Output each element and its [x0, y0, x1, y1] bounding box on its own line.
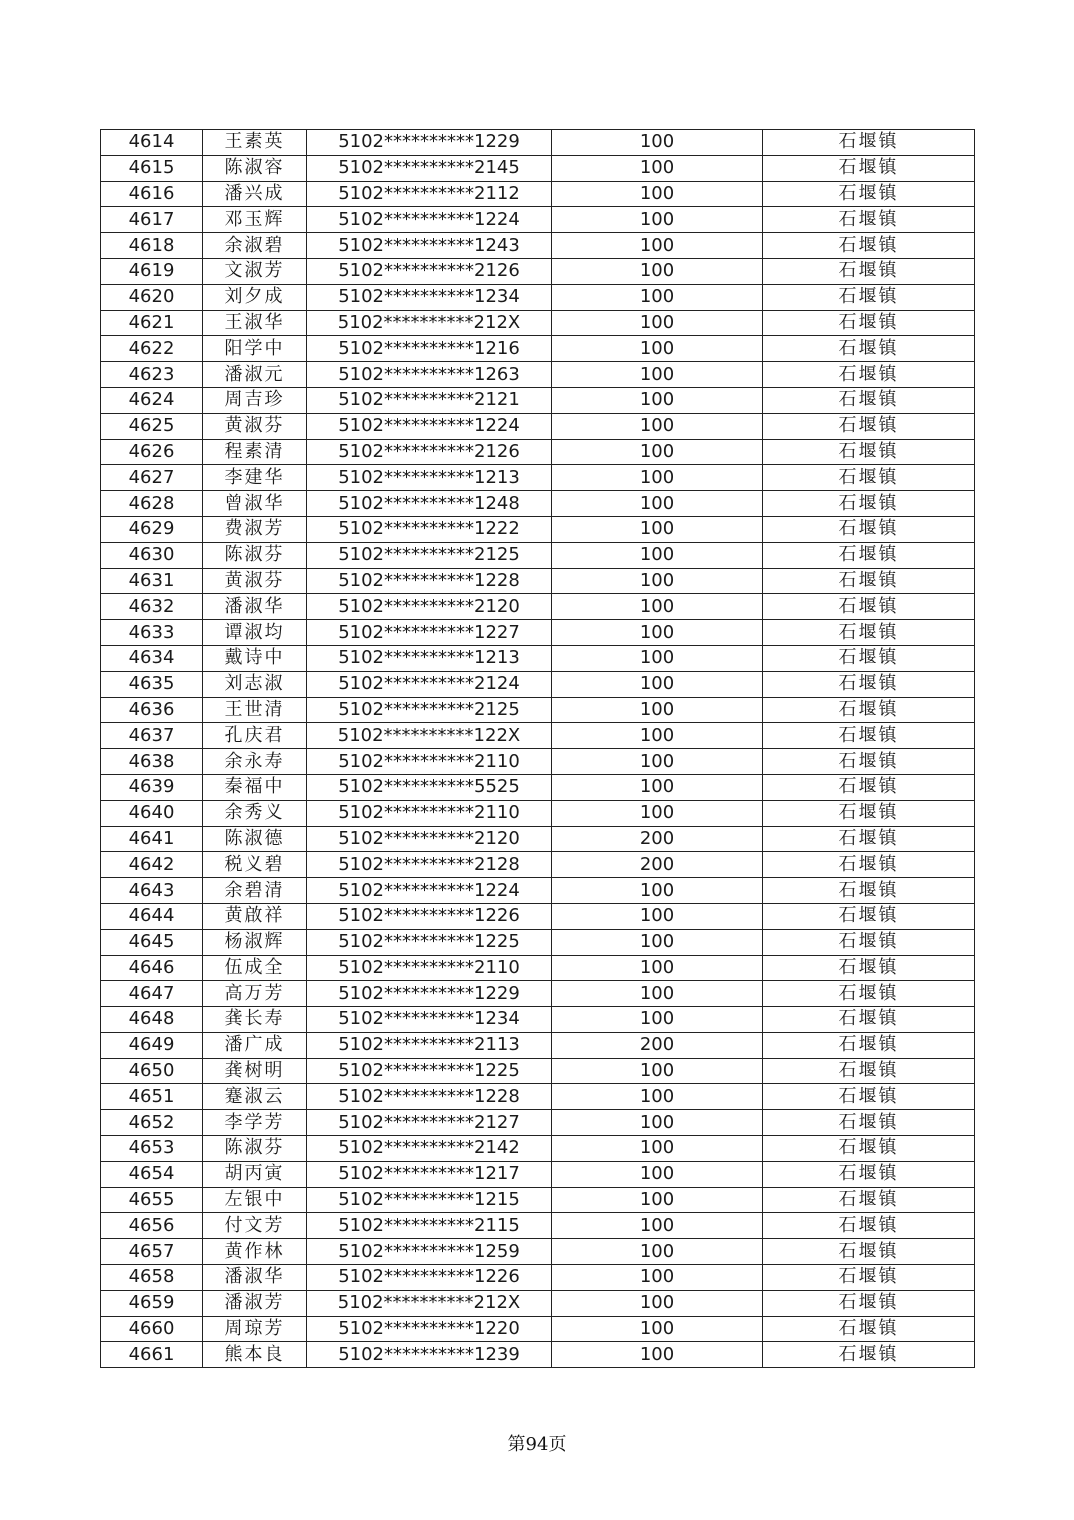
town-cell: 石堰镇: [763, 1058, 975, 1084]
id-number-cell: 5102**********1213: [307, 645, 552, 671]
name-cell: 戴诗中: [203, 645, 307, 671]
table-row: [101, 387, 975, 413]
amount-cell: 100: [552, 774, 763, 800]
table-row: [101, 1213, 975, 1239]
serial-number-cell: 4651: [101, 1084, 203, 1110]
table-row: [101, 516, 975, 542]
amount-cell: 100: [552, 929, 763, 955]
town-cell: 石堰镇: [763, 594, 975, 620]
name-cell: 李建华: [203, 465, 307, 491]
amount-cell: 100: [552, 130, 763, 156]
name-cell: 龚长寿: [203, 1007, 307, 1033]
amount-cell: 100: [552, 1058, 763, 1084]
id-number-cell: 5102**********1224: [307, 878, 552, 904]
table-row: [101, 1316, 975, 1342]
amount-cell: 100: [552, 981, 763, 1007]
name-cell: 王淑华: [203, 310, 307, 336]
amount-cell: 100: [552, 1342, 763, 1368]
serial-number-cell: 4626: [101, 439, 203, 465]
name-cell: 杨淑辉: [203, 929, 307, 955]
serial-number-cell: 4630: [101, 542, 203, 568]
table-row: [101, 903, 975, 929]
name-cell: 王素英: [203, 130, 307, 156]
table-row: [101, 1161, 975, 1187]
table-row: [101, 620, 975, 646]
town-cell: 石堰镇: [763, 1084, 975, 1110]
id-number-cell: 5102**********1229: [307, 981, 552, 1007]
name-cell: 费淑芳: [203, 516, 307, 542]
name-cell: 陈淑容: [203, 155, 307, 181]
town-cell: 石堰镇: [763, 826, 975, 852]
id-number-cell: 5102**********1248: [307, 491, 552, 517]
town-cell: 石堰镇: [763, 1342, 975, 1368]
amount-cell: 100: [552, 749, 763, 775]
id-number-cell: 5102**********1243: [307, 233, 552, 259]
table-row: [101, 1136, 975, 1162]
amount-cell: 100: [552, 1239, 763, 1265]
name-cell: 余淑碧: [203, 233, 307, 259]
serial-number-cell: 4627: [101, 465, 203, 491]
town-cell: 石堰镇: [763, 1032, 975, 1058]
serial-number-cell: 4656: [101, 1213, 203, 1239]
table-row: [101, 774, 975, 800]
name-cell: 付文芳: [203, 1213, 307, 1239]
amount-cell: 100: [552, 491, 763, 517]
table-row: [101, 723, 975, 749]
id-number-cell: 5102**********1225: [307, 1058, 552, 1084]
serial-number-cell: 4623: [101, 362, 203, 388]
table-row: [101, 1342, 975, 1368]
amount-cell: 100: [552, 181, 763, 207]
amount-cell: 100: [552, 1161, 763, 1187]
town-cell: 石堰镇: [763, 1136, 975, 1162]
table-row: [101, 542, 975, 568]
id-number-cell: 5102**********212X: [307, 310, 552, 336]
town-cell: 石堰镇: [763, 568, 975, 594]
name-cell: 周吉珍: [203, 387, 307, 413]
serial-number-cell: 4641: [101, 826, 203, 852]
amount-cell: 100: [552, 1110, 763, 1136]
town-cell: 石堰镇: [763, 1187, 975, 1213]
id-number-cell: 5102**********1229: [307, 130, 552, 156]
name-cell: 蹇淑云: [203, 1084, 307, 1110]
amount-cell: 100: [552, 1316, 763, 1342]
town-cell: 石堰镇: [763, 955, 975, 981]
name-cell: 邓玉辉: [203, 207, 307, 233]
name-cell: 黄淑芬: [203, 568, 307, 594]
id-number-cell: 5102**********2125: [307, 697, 552, 723]
town-cell: 石堰镇: [763, 1110, 975, 1136]
id-number-cell: 5102**********1263: [307, 362, 552, 388]
amount-cell: 100: [552, 336, 763, 362]
amount-cell: 100: [552, 465, 763, 491]
town-cell: 石堰镇: [763, 1290, 975, 1316]
name-cell: 余永寿: [203, 749, 307, 775]
name-cell: 税义碧: [203, 852, 307, 878]
amount-cell: 100: [552, 155, 763, 181]
serial-number-cell: 4618: [101, 233, 203, 259]
serial-number-cell: 4614: [101, 130, 203, 156]
serial-number-cell: 4642: [101, 852, 203, 878]
town-cell: 石堰镇: [763, 749, 975, 775]
name-cell: 高万芳: [203, 981, 307, 1007]
town-cell: 石堰镇: [763, 1265, 975, 1291]
id-number-cell: 5102**********212X: [307, 1290, 552, 1316]
serial-number-cell: 4633: [101, 620, 203, 646]
serial-number-cell: 4647: [101, 981, 203, 1007]
town-cell: 石堰镇: [763, 981, 975, 1007]
table-row: [101, 929, 975, 955]
serial-number-cell: 4640: [101, 800, 203, 826]
town-cell: 石堰镇: [763, 439, 975, 465]
table-row: [101, 439, 975, 465]
name-cell: 程素清: [203, 439, 307, 465]
town-cell: 石堰镇: [763, 284, 975, 310]
amount-cell: 100: [552, 284, 763, 310]
id-number-cell: 5102**********1216: [307, 336, 552, 362]
town-cell: 石堰镇: [763, 774, 975, 800]
serial-number-cell: 4637: [101, 723, 203, 749]
amount-cell: 100: [552, 1084, 763, 1110]
table-row: [101, 800, 975, 826]
town-cell: 石堰镇: [763, 1213, 975, 1239]
table-row: [101, 491, 975, 517]
id-number-cell: 5102**********1228: [307, 1084, 552, 1110]
table-row: [101, 568, 975, 594]
table-row: [101, 1032, 975, 1058]
table-row: [101, 1110, 975, 1136]
serial-number-cell: 4619: [101, 258, 203, 284]
town-cell: 石堰镇: [763, 155, 975, 181]
amount-cell: 100: [552, 594, 763, 620]
amount-cell: 100: [552, 1213, 763, 1239]
name-cell: 刘志淑: [203, 671, 307, 697]
serial-number-cell: 4649: [101, 1032, 203, 1058]
amount-cell: 100: [552, 1007, 763, 1033]
serial-number-cell: 4661: [101, 1342, 203, 1368]
table-row: [101, 233, 975, 259]
amount-cell: 100: [552, 413, 763, 439]
name-cell: 潘淑芳: [203, 1290, 307, 1316]
name-cell: 潘淑华: [203, 594, 307, 620]
table-row: [101, 878, 975, 904]
town-cell: 石堰镇: [763, 516, 975, 542]
id-number-cell: 5102**********1220: [307, 1316, 552, 1342]
id-number-cell: 5102**********2115: [307, 1213, 552, 1239]
town-cell: 石堰镇: [763, 362, 975, 388]
amount-cell: 100: [552, 903, 763, 929]
town-cell: 石堰镇: [763, 181, 975, 207]
id-number-cell: 5102**********2121: [307, 387, 552, 413]
id-number-cell: 5102**********2112: [307, 181, 552, 207]
amount-cell: 100: [552, 697, 763, 723]
table-row: [101, 181, 975, 207]
name-cell: 曾淑华: [203, 491, 307, 517]
serial-number-cell: 4654: [101, 1161, 203, 1187]
amount-cell: 100: [552, 955, 763, 981]
amount-cell: 100: [552, 800, 763, 826]
table-row: [101, 645, 975, 671]
roster-table: [100, 129, 975, 1368]
town-cell: 石堰镇: [763, 130, 975, 156]
serial-number-cell: 4645: [101, 929, 203, 955]
town-cell: 石堰镇: [763, 645, 975, 671]
table-row: [101, 1290, 975, 1316]
serial-number-cell: 4657: [101, 1239, 203, 1265]
town-cell: 石堰镇: [763, 207, 975, 233]
name-cell: 王世清: [203, 697, 307, 723]
table-row: [101, 852, 975, 878]
town-cell: 石堰镇: [763, 620, 975, 646]
id-number-cell: 5102**********2126: [307, 258, 552, 284]
table-row: [101, 955, 975, 981]
id-number-cell: 5102**********2127: [307, 1110, 552, 1136]
table-row: [101, 826, 975, 852]
town-cell: 石堰镇: [763, 929, 975, 955]
name-cell: 谭淑均: [203, 620, 307, 646]
serial-number-cell: 4615: [101, 155, 203, 181]
amount-cell: 100: [552, 1265, 763, 1291]
name-cell: 潘广成: [203, 1032, 307, 1058]
name-cell: 周琼芳: [203, 1316, 307, 1342]
serial-number-cell: 4636: [101, 697, 203, 723]
serial-number-cell: 4650: [101, 1058, 203, 1084]
page-number: 第94页: [507, 1434, 567, 1455]
id-number-cell: 5102**********2124: [307, 671, 552, 697]
id-number-cell: 5102**********1217: [307, 1161, 552, 1187]
serial-number-cell: 4658: [101, 1265, 203, 1291]
town-cell: 石堰镇: [763, 1161, 975, 1187]
amount-cell: 100: [552, 387, 763, 413]
table-row: [101, 1239, 975, 1265]
name-cell: 熊本良: [203, 1342, 307, 1368]
serial-number-cell: 4648: [101, 1007, 203, 1033]
serial-number-cell: 4617: [101, 207, 203, 233]
id-number-cell: 5102**********2120: [307, 826, 552, 852]
amount-cell: 100: [552, 542, 763, 568]
id-number-cell: 5102**********122X: [307, 723, 552, 749]
amount-cell: 100: [552, 233, 763, 259]
serial-number-cell: 4629: [101, 516, 203, 542]
name-cell: 李学芳: [203, 1110, 307, 1136]
name-cell: 伍成全: [203, 955, 307, 981]
name-cell: 胡丙寅: [203, 1161, 307, 1187]
serial-number-cell: 4624: [101, 387, 203, 413]
serial-number-cell: 4635: [101, 671, 203, 697]
serial-number-cell: 4622: [101, 336, 203, 362]
table-row: [101, 1007, 975, 1033]
serial-number-cell: 4638: [101, 749, 203, 775]
amount-cell: 100: [552, 568, 763, 594]
id-number-cell: 5102**********1215: [307, 1187, 552, 1213]
amount-cell: 100: [552, 723, 763, 749]
id-number-cell: 5102**********1228: [307, 568, 552, 594]
table-row: [101, 207, 975, 233]
serial-number-cell: 4625: [101, 413, 203, 439]
id-number-cell: 5102**********2128: [307, 852, 552, 878]
name-cell: 黄啟祥: [203, 903, 307, 929]
amount-cell: 100: [552, 1187, 763, 1213]
serial-number-cell: 4646: [101, 955, 203, 981]
roster-body: [101, 130, 975, 1368]
name-cell: 秦福中: [203, 774, 307, 800]
id-number-cell: 5102**********1227: [307, 620, 552, 646]
amount-cell: 100: [552, 439, 763, 465]
serial-number-cell: 4655: [101, 1187, 203, 1213]
id-number-cell: 5102**********2145: [307, 155, 552, 181]
serial-number-cell: 4653: [101, 1136, 203, 1162]
id-number-cell: 5102**********1234: [307, 1007, 552, 1033]
name-cell: 潘淑元: [203, 362, 307, 388]
serial-number-cell: 4639: [101, 774, 203, 800]
town-cell: 石堰镇: [763, 491, 975, 517]
amount-cell: 100: [552, 258, 763, 284]
town-cell: 石堰镇: [763, 671, 975, 697]
name-cell: 余秀义: [203, 800, 307, 826]
name-cell: 文淑芳: [203, 258, 307, 284]
serial-number-cell: 4643: [101, 878, 203, 904]
amount-cell: 100: [552, 1290, 763, 1316]
town-cell: 石堰镇: [763, 723, 975, 749]
amount-cell: 100: [552, 310, 763, 336]
town-cell: 石堰镇: [763, 878, 975, 904]
amount-cell: 100: [552, 1136, 763, 1162]
table-row: [101, 671, 975, 697]
table-row: [101, 413, 975, 439]
amount-cell: 200: [552, 826, 763, 852]
name-cell: 陈淑芬: [203, 542, 307, 568]
name-cell: 潘兴成: [203, 181, 307, 207]
id-number-cell: 5102**********2125: [307, 542, 552, 568]
town-cell: 石堰镇: [763, 336, 975, 362]
serial-number-cell: 4660: [101, 1316, 203, 1342]
town-cell: 石堰镇: [763, 233, 975, 259]
table-row: [101, 697, 975, 723]
amount-cell: 100: [552, 878, 763, 904]
id-number-cell: 5102**********5525: [307, 774, 552, 800]
town-cell: 石堰镇: [763, 1239, 975, 1265]
id-number-cell: 5102**********1259: [307, 1239, 552, 1265]
id-number-cell: 5102**********1226: [307, 903, 552, 929]
table-row: [101, 362, 975, 388]
serial-number-cell: 4659: [101, 1290, 203, 1316]
amount-cell: 100: [552, 620, 763, 646]
table-row: [101, 749, 975, 775]
town-cell: 石堰镇: [763, 903, 975, 929]
id-number-cell: 5102**********2126: [307, 439, 552, 465]
town-cell: 石堰镇: [763, 800, 975, 826]
amount-cell: 200: [552, 852, 763, 878]
town-cell: 石堰镇: [763, 542, 975, 568]
name-cell: 黄淑芬: [203, 413, 307, 439]
amount-cell: 100: [552, 516, 763, 542]
name-cell: 孔庆君: [203, 723, 307, 749]
table-row: [101, 1265, 975, 1291]
serial-number-cell: 4652: [101, 1110, 203, 1136]
id-number-cell: 5102**********1239: [307, 1342, 552, 1368]
id-number-cell: 5102**********1213: [307, 465, 552, 491]
name-cell: 黄作林: [203, 1239, 307, 1265]
town-cell: 石堰镇: [763, 852, 975, 878]
table-row: [101, 1084, 975, 1110]
table-row: [101, 594, 975, 620]
name-cell: 阳学中: [203, 336, 307, 362]
table-row: [101, 1058, 975, 1084]
id-number-cell: 5102**********2113: [307, 1032, 552, 1058]
table-row: [101, 130, 975, 156]
serial-number-cell: 4628: [101, 491, 203, 517]
table-row: [101, 284, 975, 310]
name-cell: 左银中: [203, 1187, 307, 1213]
id-number-cell: 5102**********2110: [307, 955, 552, 981]
name-cell: 龚树明: [203, 1058, 307, 1084]
amount-cell: 100: [552, 671, 763, 697]
serial-number-cell: 4631: [101, 568, 203, 594]
town-cell: 石堰镇: [763, 387, 975, 413]
town-cell: 石堰镇: [763, 310, 975, 336]
id-number-cell: 5102**********1234: [307, 284, 552, 310]
table-row: [101, 465, 975, 491]
name-cell: 陈淑德: [203, 826, 307, 852]
id-number-cell: 5102**********1224: [307, 413, 552, 439]
town-cell: 石堰镇: [763, 1316, 975, 1342]
town-cell: 石堰镇: [763, 465, 975, 491]
name-cell: 余碧清: [203, 878, 307, 904]
town-cell: 石堰镇: [763, 1007, 975, 1033]
table-row: [101, 258, 975, 284]
town-cell: 石堰镇: [763, 413, 975, 439]
serial-number-cell: 4644: [101, 903, 203, 929]
id-number-cell: 5102**********1224: [307, 207, 552, 233]
serial-number-cell: 4634: [101, 645, 203, 671]
id-number-cell: 5102**********2142: [307, 1136, 552, 1162]
name-cell: 陈淑芬: [203, 1136, 307, 1162]
amount-cell: 200: [552, 1032, 763, 1058]
serial-number-cell: 4620: [101, 284, 203, 310]
serial-number-cell: 4616: [101, 181, 203, 207]
id-number-cell: 5102**********1222: [307, 516, 552, 542]
table-row: [101, 155, 975, 181]
serial-number-cell: 4632: [101, 594, 203, 620]
serial-number-cell: 4621: [101, 310, 203, 336]
town-cell: 石堰镇: [763, 258, 975, 284]
table-row: [101, 981, 975, 1007]
town-cell: 石堰镇: [763, 697, 975, 723]
amount-cell: 100: [552, 645, 763, 671]
id-number-cell: 5102**********2120: [307, 594, 552, 620]
table-row: [101, 1187, 975, 1213]
table-row: [101, 310, 975, 336]
table-row: [101, 336, 975, 362]
name-cell: 刘夕成: [203, 284, 307, 310]
amount-cell: 100: [552, 362, 763, 388]
id-number-cell: 5102**********2110: [307, 749, 552, 775]
name-cell: 潘淑华: [203, 1265, 307, 1291]
id-number-cell: 5102**********1225: [307, 929, 552, 955]
amount-cell: 100: [552, 207, 763, 233]
id-number-cell: 5102**********1226: [307, 1265, 552, 1291]
id-number-cell: 5102**********2110: [307, 800, 552, 826]
